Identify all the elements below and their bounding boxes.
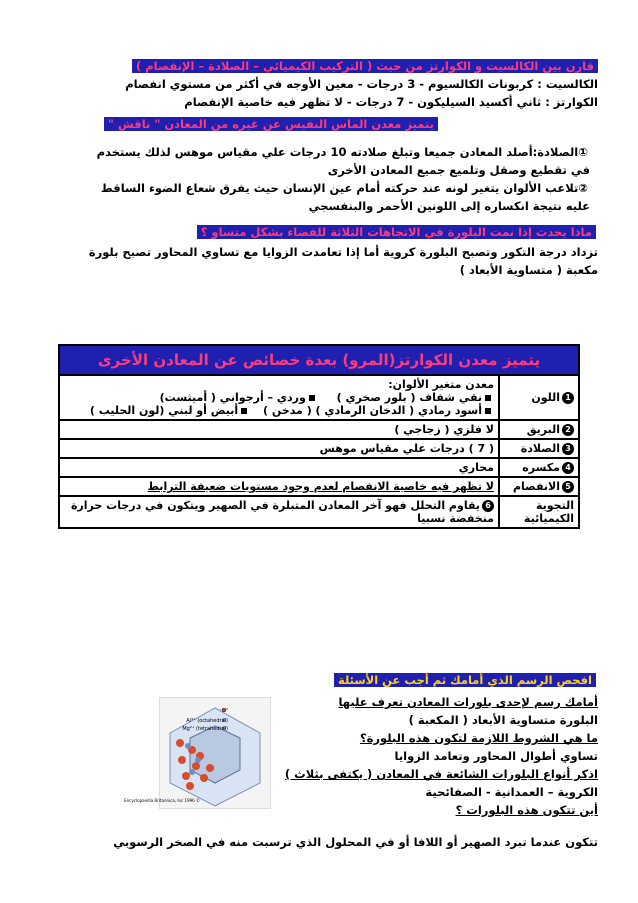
square-bullet-icon xyxy=(485,408,491,414)
row-number-badge: 1 xyxy=(562,392,574,404)
question-4: أين تتكون هذه البلورات ؟ xyxy=(455,803,598,817)
exercise-heading xyxy=(40,672,596,688)
diamond-point-2: ②تلاعب الألوان يتغير لونه عند حركته أمام عين الإنسان حيث يفرق شعاع الضوء الساقط xyxy=(100,181,588,195)
calcite-line: الكالسيت : كربونات الكالسيوم - 3 درجات - معين الأوجه في أكثر من مستوي انفصام xyxy=(125,77,598,91)
table-row xyxy=(59,477,579,496)
crystal-question xyxy=(40,224,596,240)
question-3: اذكر أنواع البلورات الشائعة في المعادن ( يكتفى بثلاث ) xyxy=(284,767,598,781)
cubic-crystal-image xyxy=(122,697,271,809)
answer-3: الكروية – العمدانية - الصفائحية xyxy=(425,785,598,799)
table-heading: يتميز معدن الكوارتز(المرو) بعدة خصائص عن المعادن الأخرى xyxy=(59,345,579,375)
row-label-text: البريق xyxy=(526,423,560,436)
diamond-heading xyxy=(40,116,598,132)
legend-mg: Mg²⁺ (tetrahedral) xyxy=(182,726,228,732)
crystal-question-text: ماذا يحدث إذا نمت البلورة في الاتجاهات الثلاثة للفضاء بشكل متساو ؟ xyxy=(197,225,596,239)
row-value: محاري xyxy=(59,458,499,477)
crystal-answer: تزداد درجة التكور وتصبح البلورة كروية أما إذا تعامدت الزوايا مع تساوي المحاور تصبح بلورة xyxy=(88,245,598,259)
row-label xyxy=(499,375,579,420)
row-number-badge: 2 xyxy=(562,424,574,436)
row-label-text: التجوية الكيميائية xyxy=(523,499,574,525)
row-value: لا فلزي ( زجاجي ) xyxy=(59,420,499,439)
diamond-point-2-cont: عليه نتيجة انكساره إلى اللونين الأحمر والبنفسجي xyxy=(308,199,590,213)
color-line-2 xyxy=(64,391,494,404)
compare-heading-text: قارن بين الكالسيت و الكوارتز من حيث ( التركيب الكيميائي – الصلادة – الإنفصام ) xyxy=(132,59,598,73)
crystal-answer-cont: مكعبة ( متساوية الأبعاد ) xyxy=(459,263,598,277)
diamond-point-1: ①الصلادة:أصلد المعادن جميعا وتبلغ صلادته 10 درجات علي مقياس موهس لذلك يستخدم xyxy=(96,145,588,159)
color-milky: أبيض أو لبني (لون الحليب ) xyxy=(89,404,239,417)
table-row xyxy=(59,439,579,458)
row-number-badge: 3 xyxy=(562,443,574,455)
crystal-structure-icon xyxy=(122,698,270,808)
square-bullet-icon xyxy=(241,408,247,414)
legend-oxygen: O²⁻ xyxy=(219,708,228,714)
image-credit: © 1996 Encyclopaedia Britannica, Inc. xyxy=(122,798,200,803)
answer-2: تساوي أطوال المحاور وتعامد الزوايا xyxy=(394,749,598,763)
row-label-text: اللون xyxy=(531,391,560,404)
question-2: ما هي الشروط اللازمة لتكون هذه البلورة؟ xyxy=(359,731,598,745)
square-bullet-icon xyxy=(309,395,315,401)
row-number-badge: 5 xyxy=(562,481,574,493)
row-value xyxy=(59,496,499,528)
quartz-line: الكوارتز : ثاني أكسيد السيليكون - 7 درجات - لا تظهر فيه خاصية الإنفصام xyxy=(184,95,598,109)
square-bullet-icon xyxy=(485,395,491,401)
row-label-text: الانفصام xyxy=(512,480,560,493)
answer-1: البلورة متساوية الأبعاد ( المكعبة ) xyxy=(408,713,598,727)
row-label-text: مكسره xyxy=(522,461,560,474)
color-clear: نقي شفاف ( بلور صخري ) xyxy=(336,391,482,404)
legend-al: Al³⁺ (octahedral) xyxy=(186,718,228,724)
row-label-text: الصلادة xyxy=(520,442,560,455)
row-value: لا تظهر فيه خاصية الانفصام لعدم وجود مستويات ضعيفة الترابط xyxy=(59,477,499,496)
row-label xyxy=(499,439,579,458)
color-amethyst: وردي – أرجواني ( أميثست) xyxy=(159,391,306,404)
table-row xyxy=(59,420,579,439)
table-row xyxy=(59,496,579,528)
row-label xyxy=(499,420,579,439)
color-smoky: أسود رمادي ( الدخان الرمادي ) ( مدخن ) xyxy=(263,404,482,417)
diamond-point-1-cont: في تقطيع وصقل وتلميع جميع المعادن الأخرى xyxy=(327,163,590,177)
row-value: ( 7 ) درجات علي مقياس موهس xyxy=(59,439,499,458)
row-number-badge: 4 xyxy=(562,462,574,474)
exercise-heading-text: افحص الرسم الذي أمامك ثم أجب عن الأسئلة xyxy=(334,673,596,687)
row-label xyxy=(499,496,579,528)
row-number-badge: 6 xyxy=(482,500,494,512)
compare-heading xyxy=(40,58,598,74)
color-line-1: معدن متغير الألوان: xyxy=(388,378,494,391)
table-row xyxy=(59,458,579,477)
quartz-properties-table xyxy=(58,344,580,529)
row-value-text: يقاوم التحلل فهو آخر المعادن المتبلرة في الصهير ويتكون في درجات حرارة منخفضة نسبيا xyxy=(70,499,494,525)
color-line-3 xyxy=(64,404,494,417)
row-label xyxy=(499,458,579,477)
table-row xyxy=(59,375,579,420)
answer-4: تتكون عندما تبرد الصهير أو اللافا أو في المحلول الذي ترسبت منه في الصخر الرسوبي xyxy=(113,835,598,849)
row-label xyxy=(499,477,579,496)
diamond-heading-text: يتميز معدن الماس النفيس عن غيره من المعادن " ناقش " xyxy=(104,117,438,131)
row-value xyxy=(59,375,499,420)
question-1: أمامك رسم لإحدى بلورات المعادن تعرف عليها xyxy=(338,695,598,709)
